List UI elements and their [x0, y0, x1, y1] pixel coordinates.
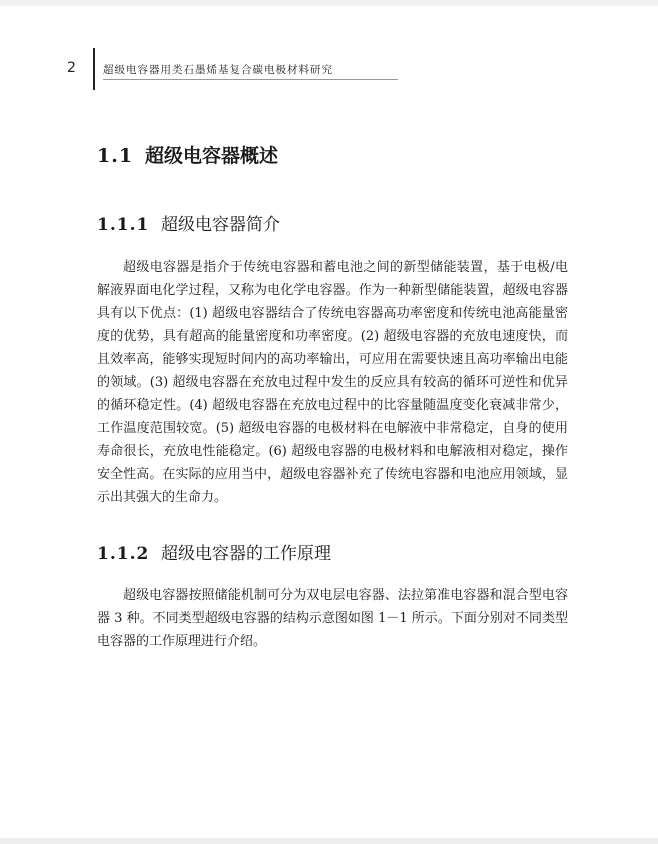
section-heading-1-1-2	[97, 539, 331, 564]
paragraph-introduction: 超级电容器是指介于传统电容器和蓄电池之间的新型储能装置，基于电极/电解液界面电化学过程，又称为电化学电容器。作为一种新型储能装置，超级电容器具有以下优点：(1) 超级电容器结合了传统电容器高功率密度和传统电池高能量密度的优势，具有超高的能量密度和功率密度。(2) 超级电容器的充放电速度快，而且效率高，能够实现短时间内的高功率输出，可应用在需要快速且高功率输出电能的领域。(3) 超级电容器在充放电过程中发生的反应具有较高的循环可逆性和优异的循环稳定性。(4) 超级电容器在充放电过程中的比容量随温度变化衰减非常少，工作温度范围较宽。(5) 超级电容器的电极材料在电解液中非常稳定，自身的使用寿命很长，充放电性能稳定。(6) 超级电容器的电极材料和电解液相对稳定，操作安全性高。在实际的应用当中，超级电容器补充了传统电容器和电池应用领域，显示出其强大的生命力。	[97, 260, 568, 505]
paragraph-working-principle: 超级电容器按照储能机制可分为双电层电容器、法拉第准电容器和混合型电容器 3 种。不同类型超级电容器的结构示意图如图 1－1 所示。下面分别对不同类型电容器的工作原理进行介绍。	[97, 588, 568, 649]
subsection-title: 超级电容器的工作原理	[161, 544, 331, 564]
subsection-number: 1.1.2	[97, 544, 150, 564]
subsection-number: 1.1.1	[97, 215, 150, 235]
section-number: 1.1	[97, 145, 134, 167]
section-heading-1-1	[97, 141, 278, 168]
section-heading-1-1-1	[97, 210, 280, 235]
running-header-title: 超级电容器用类石墨烯基复合碳电极材料研究	[103, 64, 333, 76]
top-page-edge	[0, 0, 658, 6]
bottom-page-edge	[0, 838, 658, 844]
header-rule	[103, 79, 398, 80]
page-number: 2	[67, 60, 76, 76]
subsection-title: 超级电容器简介	[161, 215, 280, 235]
header-vertical-bar	[93, 48, 95, 90]
section-title: 超级电容器概述	[145, 145, 279, 167]
